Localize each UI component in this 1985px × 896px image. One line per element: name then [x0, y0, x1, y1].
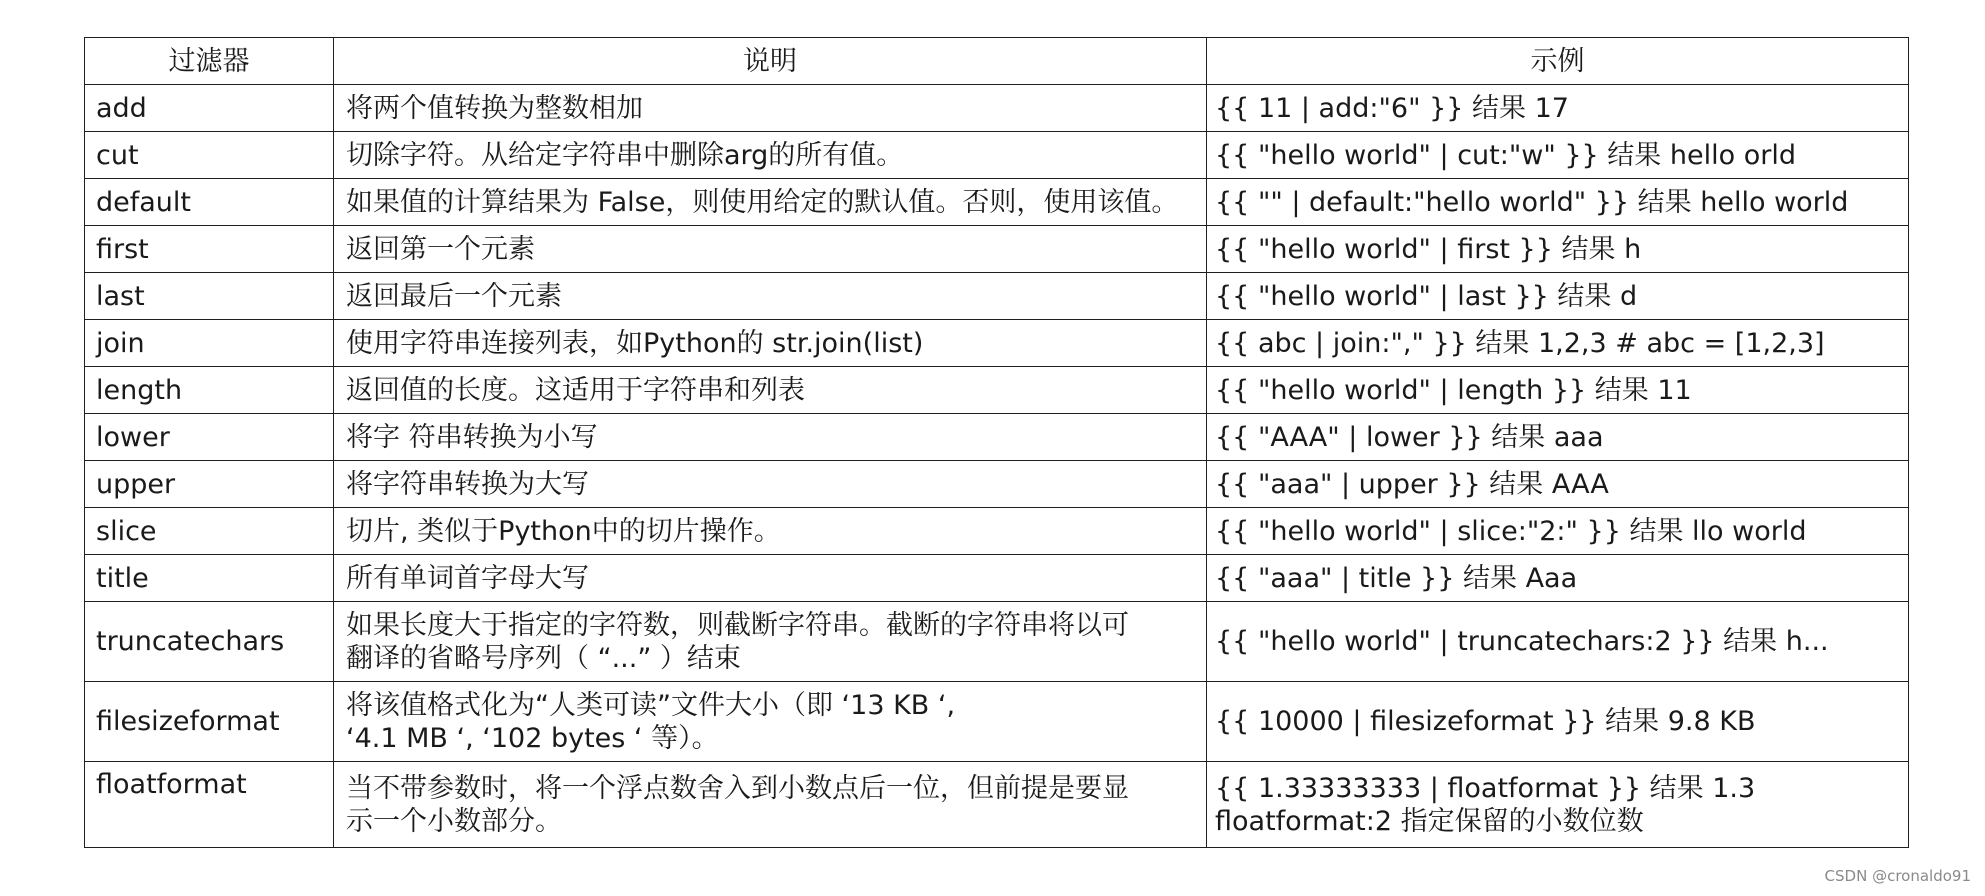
header-row	[85, 38, 1909, 85]
description-cell-line: 如果长度大于指定的字符数，则截断字符串。截断的字符串将以可	[346, 609, 1129, 641]
table-row	[85, 461, 1909, 508]
filter-name-cell: length	[85, 367, 334, 414]
example-cell: {{ "hello world" | first }} 结果 h	[1207, 226, 1909, 273]
example-cell	[1207, 762, 1909, 848]
filters-table	[84, 37, 1909, 848]
filter-name-cell: title	[85, 555, 334, 602]
table-row	[85, 414, 1909, 461]
description-cell: 返回第一个元素	[334, 226, 1207, 273]
example-cell: {{ 11 | add:"6" }} 结果 17	[1207, 85, 1909, 132]
table-row	[85, 508, 1909, 555]
example-cell: {{ "aaa" | title }} 结果 Aaa	[1207, 555, 1909, 602]
example-cell: {{ "" | default:"hello world" }} 结果 hello world	[1207, 179, 1909, 226]
filter-name-cell: cut	[85, 132, 334, 179]
table-row	[85, 682, 1909, 762]
filter-name-cell: filesizeformat	[85, 682, 334, 762]
description-cell: 将字符串转换为大写	[334, 461, 1207, 508]
description-cell: 将两个值转换为整数相加	[334, 85, 1207, 132]
description-cell: 返回最后一个元素	[334, 273, 1207, 320]
example-cell: {{ "hello world" | length }} 结果 11	[1207, 367, 1909, 414]
description-cell	[334, 602, 1207, 682]
example-cell: {{ "hello world" | cut:"w" }} 结果 hello orld	[1207, 132, 1909, 179]
header-description: 说明	[334, 38, 1207, 85]
table-row	[85, 85, 1909, 132]
filter-name-cell: upper	[85, 461, 334, 508]
filter-name-cell: slice	[85, 508, 334, 555]
table-row	[85, 555, 1909, 602]
filter-name-cell: default	[85, 179, 334, 226]
table-row	[85, 273, 1909, 320]
header-example: 示例	[1207, 38, 1909, 85]
example-cell-line: {{ 1.33333333 | floatformat }} 结果 1.3	[1215, 772, 1756, 804]
filter-name-cell: floatformat	[85, 762, 334, 848]
description-cell-line: 当不带参数时，将一个浮点数舍入到小数点后一位，但前提是要显	[346, 772, 1129, 804]
table-row	[85, 367, 1909, 414]
table-row	[85, 179, 1909, 226]
description-cell: 切片, 类似于Python中的切片操作。	[334, 508, 1207, 555]
table-row	[85, 602, 1909, 682]
description-cell	[334, 682, 1207, 762]
description-cell	[334, 762, 1207, 848]
table-row	[85, 132, 1909, 179]
description-cell: 如果值的计算结果为 False，则使用给定的默认值。否则，使用该值。	[334, 179, 1207, 226]
description-cell-line: ‘4.1 MB ‘, ‘102 bytes ‘ 等）。	[346, 722, 719, 754]
header-filter: 过滤器	[85, 38, 334, 85]
example-cell: {{ "hello world" | truncatechars:2 }} 结果 h...	[1207, 602, 1909, 682]
description-cell-line: 示一个小数部分。	[346, 805, 562, 837]
filter-name-cell: first	[85, 226, 334, 273]
description-cell: 返回值的长度。这适用于字符串和列表	[334, 367, 1207, 414]
filter-name-cell: add	[85, 85, 334, 132]
example-cell: {{ abc | join:"," }} 结果 1,2,3 # abc = [1,2,3]	[1207, 320, 1909, 367]
description-cell: 切除字符。从给定字符串中删除arg的所有值。	[334, 132, 1207, 179]
filter-name-cell: join	[85, 320, 334, 367]
description-cell-line: 将该值格式化为“人类可读”文件大小（即 ‘13 KB ‘,	[346, 689, 956, 721]
description-cell: 将字 符串转换为小写	[334, 414, 1207, 461]
filter-name-cell: truncatechars	[85, 602, 334, 682]
table-body	[85, 85, 1909, 848]
example-cell: {{ 10000 | filesizeformat }} 结果 9.8 KB	[1207, 682, 1909, 762]
example-cell: {{ "aaa" | upper }} 结果 AAA	[1207, 461, 1909, 508]
filter-name-cell: last	[85, 273, 334, 320]
example-cell-line: floatformat:2 指定保留的小数位数	[1215, 805, 1644, 837]
description-cell-line: 翻译的省略号序列（ “...” ）结束	[346, 642, 741, 674]
example-cell: {{ "hello world" | slice:"2:" }} 结果 llo world	[1207, 508, 1909, 555]
description-cell: 使用字符串连接列表，如Python的 str.join(list)	[334, 320, 1207, 367]
table-row	[85, 320, 1909, 367]
example-cell: {{ "hello world" | last }} 结果 d	[1207, 273, 1909, 320]
table-row	[85, 226, 1909, 273]
example-cell: {{ "AAA" | lower }} 结果 aaa	[1207, 414, 1909, 461]
description-cell: 所有单词首字母大写	[334, 555, 1207, 602]
table-row	[85, 762, 1909, 848]
watermark: CSDN @cronaldo91	[1824, 867, 1971, 885]
filter-name-cell: lower	[85, 414, 334, 461]
